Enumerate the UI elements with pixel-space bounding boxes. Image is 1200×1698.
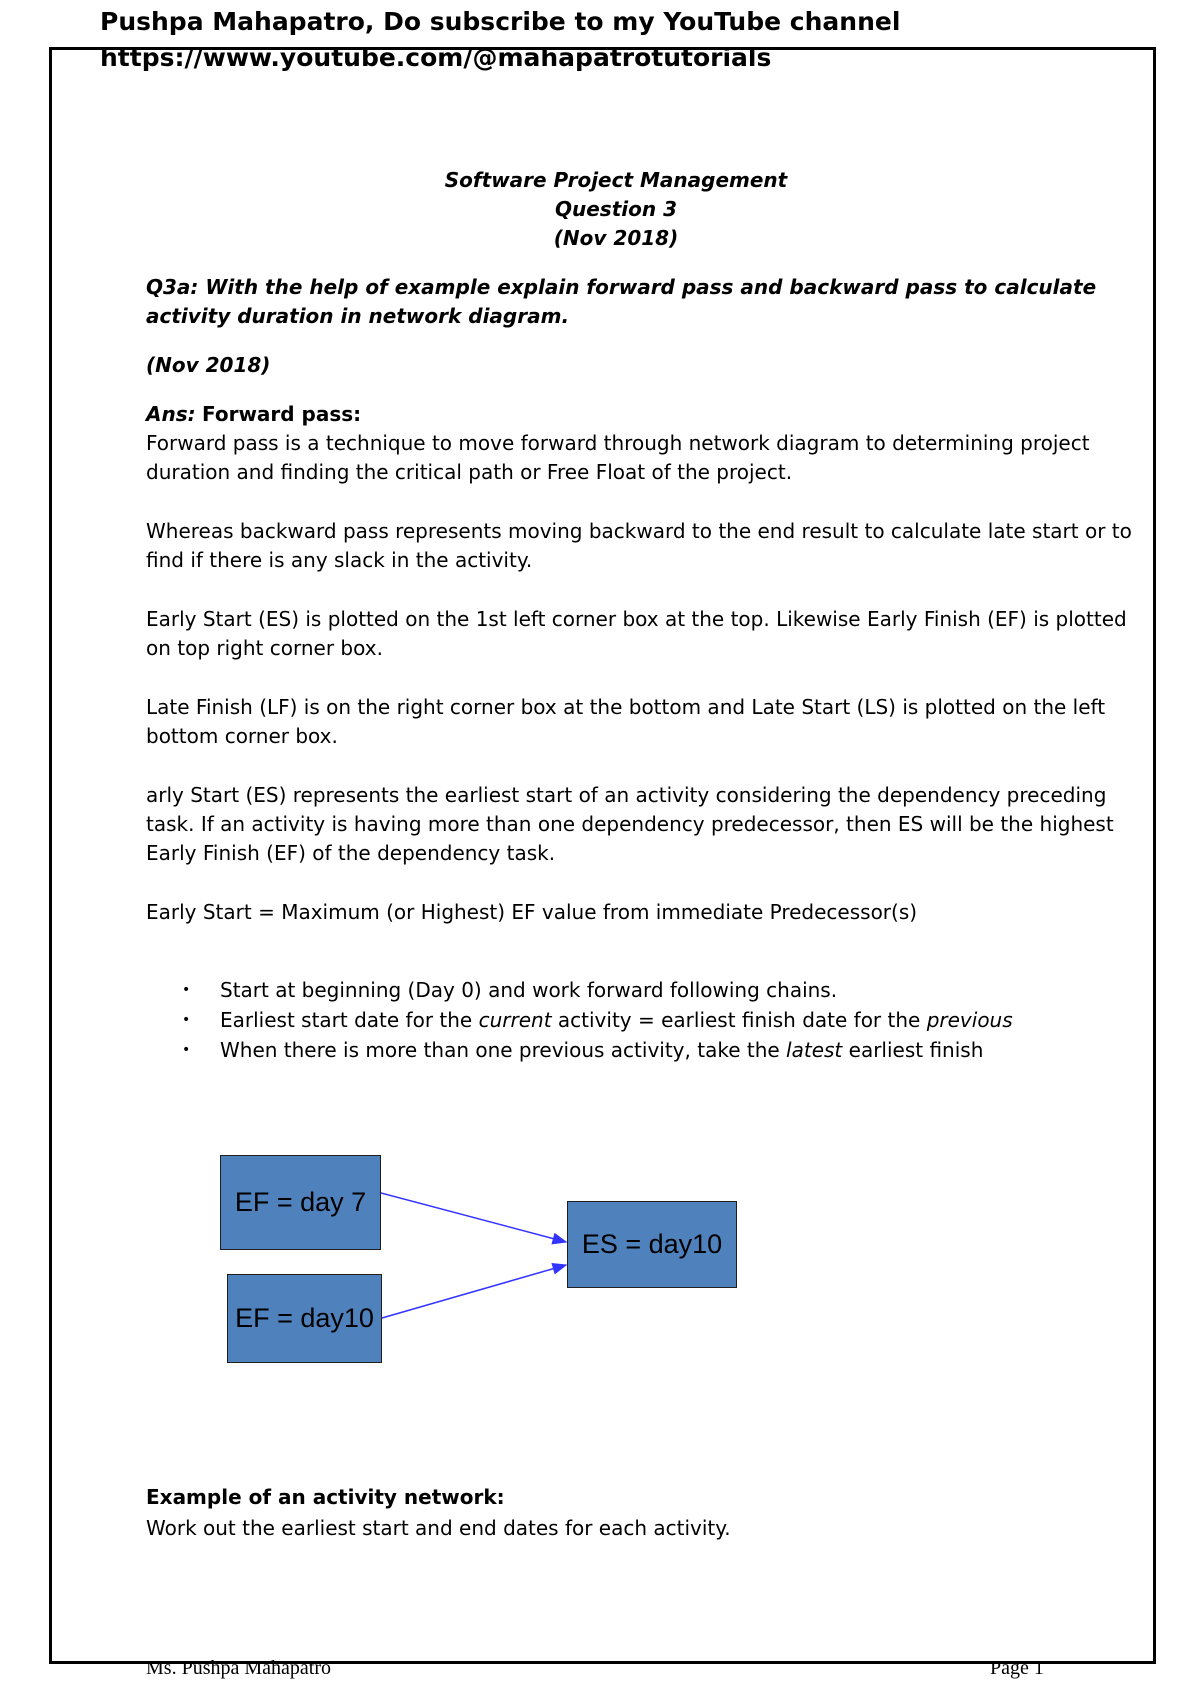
- question-text: Q3a: With the help of example explain forward pass and backward pass to calculate activity duration in network diagram.: [146, 275, 1097, 328]
- paragraph: arly Start (ES) represents the earliest start of an activity considering the dependency preceding task. If an activity is having more than one dependency predecessor, then ES will be the highest Early Finish (EF) of the dependency task.: [146, 783, 1114, 865]
- footer-page-number: Page 1: [990, 1657, 1044, 1679]
- question-number: Question 3: [555, 197, 677, 221]
- bullet-marker: •: [182, 1012, 191, 1028]
- node-es-day-10: ES = day10: [567, 1201, 737, 1288]
- node-ef-day-7: EF = day 7: [220, 1155, 381, 1250]
- bullet-item: • Start at beginning (Day 0) and work forward following chains.: [146, 975, 1146, 1005]
- answer-prefix: Ans:: [146, 402, 196, 426]
- example-title: Example of an activity network:: [146, 1485, 505, 1509]
- paragraph: Early Start (ES) is plotted on the 1st left corner box at the top. Likewise Early Finish (EF) is plotted on top right corner box.: [146, 607, 1127, 660]
- bullet-marker: •: [182, 982, 191, 998]
- heading-date: (Nov 2018): [553, 226, 679, 250]
- watermark-url: https://www.youtube.com/@mahapatrotutorials: [100, 43, 772, 72]
- question-date: (Nov 2018): [146, 353, 271, 377]
- paragraph: Whereas backward pass represents moving backward to the end result to calculate late start or to find if there is any slack in the activity.: [146, 519, 1132, 572]
- node-ef-day-10: EF = day10: [227, 1274, 382, 1363]
- paragraph: Late Finish (LF) is on the right corner box at the bottom and Late Start (LS) is plotted on the left bottom corner box.: [146, 695, 1106, 748]
- paragraph: Forward pass is a technique to move forward through network diagram to determining project duration and finding the critical path or Free Float of the project.: [146, 431, 1090, 484]
- bullet-marker: •: [182, 1042, 191, 1058]
- footer-author: Ms. Pushpa Mahapatro: [146, 1657, 331, 1679]
- page-border: [49, 47, 1156, 1664]
- watermark: [100, 4, 900, 76]
- bullet-item: • When there is more than one previous activity, take the latest earliest finish: [146, 1035, 1146, 1065]
- subject-title: Software Project Management: [444, 168, 788, 192]
- watermark-line-1: Pushpa Mahapatro, Do subscribe to my YouTube channel: [100, 7, 901, 36]
- example-text: Work out the earliest start and end dates for each activity.: [146, 1516, 731, 1540]
- formula: Early Start = Maximum (or Highest) EF value from immediate Predecessor(s): [146, 900, 918, 924]
- bullet-item: • Earliest start date for the current activity = earliest finish date for the previous: [146, 1005, 1146, 1035]
- answer-title: Forward pass:: [201, 402, 362, 426]
